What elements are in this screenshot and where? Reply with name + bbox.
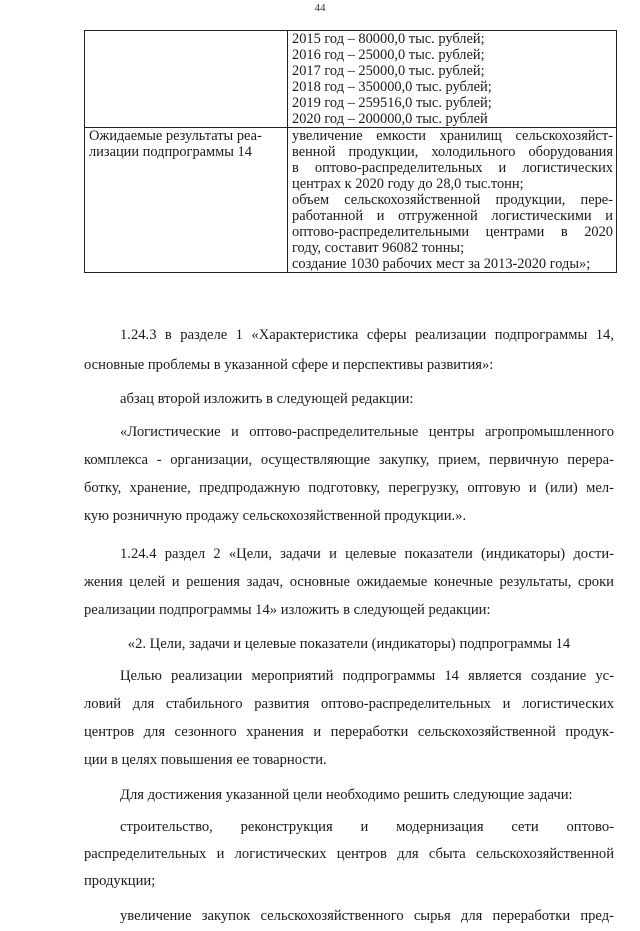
text-line: ботку, хранение, предпродажную подготовку, перегрузку, оптовую и (или) мел- [84, 480, 614, 496]
text-line: 1.24.4 раздел 2 «Цели, задачи и целевые показатели (индикаторы) дости- [120, 546, 614, 562]
text-line: ловий для стабильного развития оптово-распределительных и логистических [84, 696, 614, 712]
paragraph-goal [84, 662, 614, 774]
paragraph-instruction [84, 384, 614, 414]
text-line: кую розничную продажу сельскохозяйственной продукции.». [84, 508, 467, 524]
table-cell-results-label [85, 128, 288, 273]
funding-line: 2017 год – 25000,0 тыс. рублей; [292, 63, 485, 79]
paragraph-tasks-intro [84, 780, 614, 810]
text-line: основные проблемы в указанной сфере и перспективы развития»: [84, 357, 494, 373]
text-line: распределительных и логистических центров для сбыта сельскохозяйственной [84, 846, 614, 862]
results-line: увеличение емкости хранилищ сельскохозяйст- [292, 128, 613, 144]
heading-text: «2. Цели, задачи и целевые показатели (индикаторы) подпрограммы 14 [127, 636, 571, 652]
results-label-line: лизации подпрограммы 14 [89, 144, 252, 160]
text-line: 1.24.3 в разделе 1 «Характеристика сферы реализации подпрограммы 14, [120, 327, 614, 343]
paragraph-1-24-4 [84, 540, 614, 624]
funding-line: 2018 год – 350000,0 тыс. рублей; [292, 79, 492, 95]
text-line: Для достижения указанной цели необходимо решить следующие задачи: [120, 787, 573, 803]
text-line: продукции; [84, 873, 156, 889]
table-cell-empty [85, 31, 288, 128]
funding-line: 2015 год – 80000,0 тыс. рублей; [292, 31, 485, 47]
table-row [85, 128, 617, 273]
funding-line: 2020 год – 200000,0 тыс. рублей [292, 111, 488, 127]
results-line: объем сельскохозяйственной продукции, пере- [292, 192, 613, 208]
funding-line: 2019 год – 259516,0 тыс. рублей; [292, 95, 492, 111]
program-table [84, 30, 617, 273]
text-line: центров для сезонного хранения и переработки сельскохозяйственной продук- [84, 724, 614, 740]
funding-line: 2016 год – 25000,0 тыс. рублей; [292, 47, 485, 63]
page-number: 44 [314, 2, 326, 14]
text-line: абзац второй изложить в следующей редакции: [120, 391, 414, 407]
section-heading [84, 630, 614, 658]
text-line: реализации подпрограммы 14» изложить в следующей редакции: [84, 602, 491, 618]
results-line: венной продукции, холодильного оборудования [292, 144, 613, 160]
results-line: центрах к 2020 году до 28,0 тыс.тонн; [292, 176, 524, 192]
results-label-line: Ожидаемые результаты реа- [89, 128, 262, 144]
text-line: жения целей и решения задач, основные ожидаемые конечные результаты, сроки [84, 574, 614, 590]
paragraph-1-24-3 [84, 320, 614, 380]
text-line: увеличение закупок сельскохозяйственного сырья для переработки пред- [120, 908, 614, 924]
paragraph-task-construction [84, 814, 614, 895]
text-line: Целью реализации мероприятий подпрограммы 14 является создание ус- [120, 668, 614, 684]
table-cell-funding [288, 31, 617, 128]
results-line: создание 1030 рабочих мест за 2013-2020 годы»; [292, 256, 591, 272]
table-cell-results [288, 128, 617, 273]
text-line: строительство, реконструкция и модернизация сети оптово- [120, 819, 614, 835]
results-line: оптово-распределительными центрами в 2020 [292, 224, 613, 240]
results-line: в оптово-распределительных и логистических [292, 160, 613, 176]
table-row [85, 31, 617, 128]
results-line: работанной и отгруженной логистическими и [292, 208, 613, 224]
text-line: комплекса - организации, осуществляющие закупку, прием, первичную перера- [84, 452, 614, 468]
results-line: году, составит 96082 тонны; [292, 240, 465, 256]
text-line: ции в целях повышения ее товарности. [84, 752, 327, 768]
document-body [84, 320, 614, 931]
text-line: «Логистические и оптово-распределительные центры агропромышленного [120, 424, 614, 440]
paragraph-definition [84, 418, 614, 530]
paragraph-task-procurement [84, 901, 614, 931]
